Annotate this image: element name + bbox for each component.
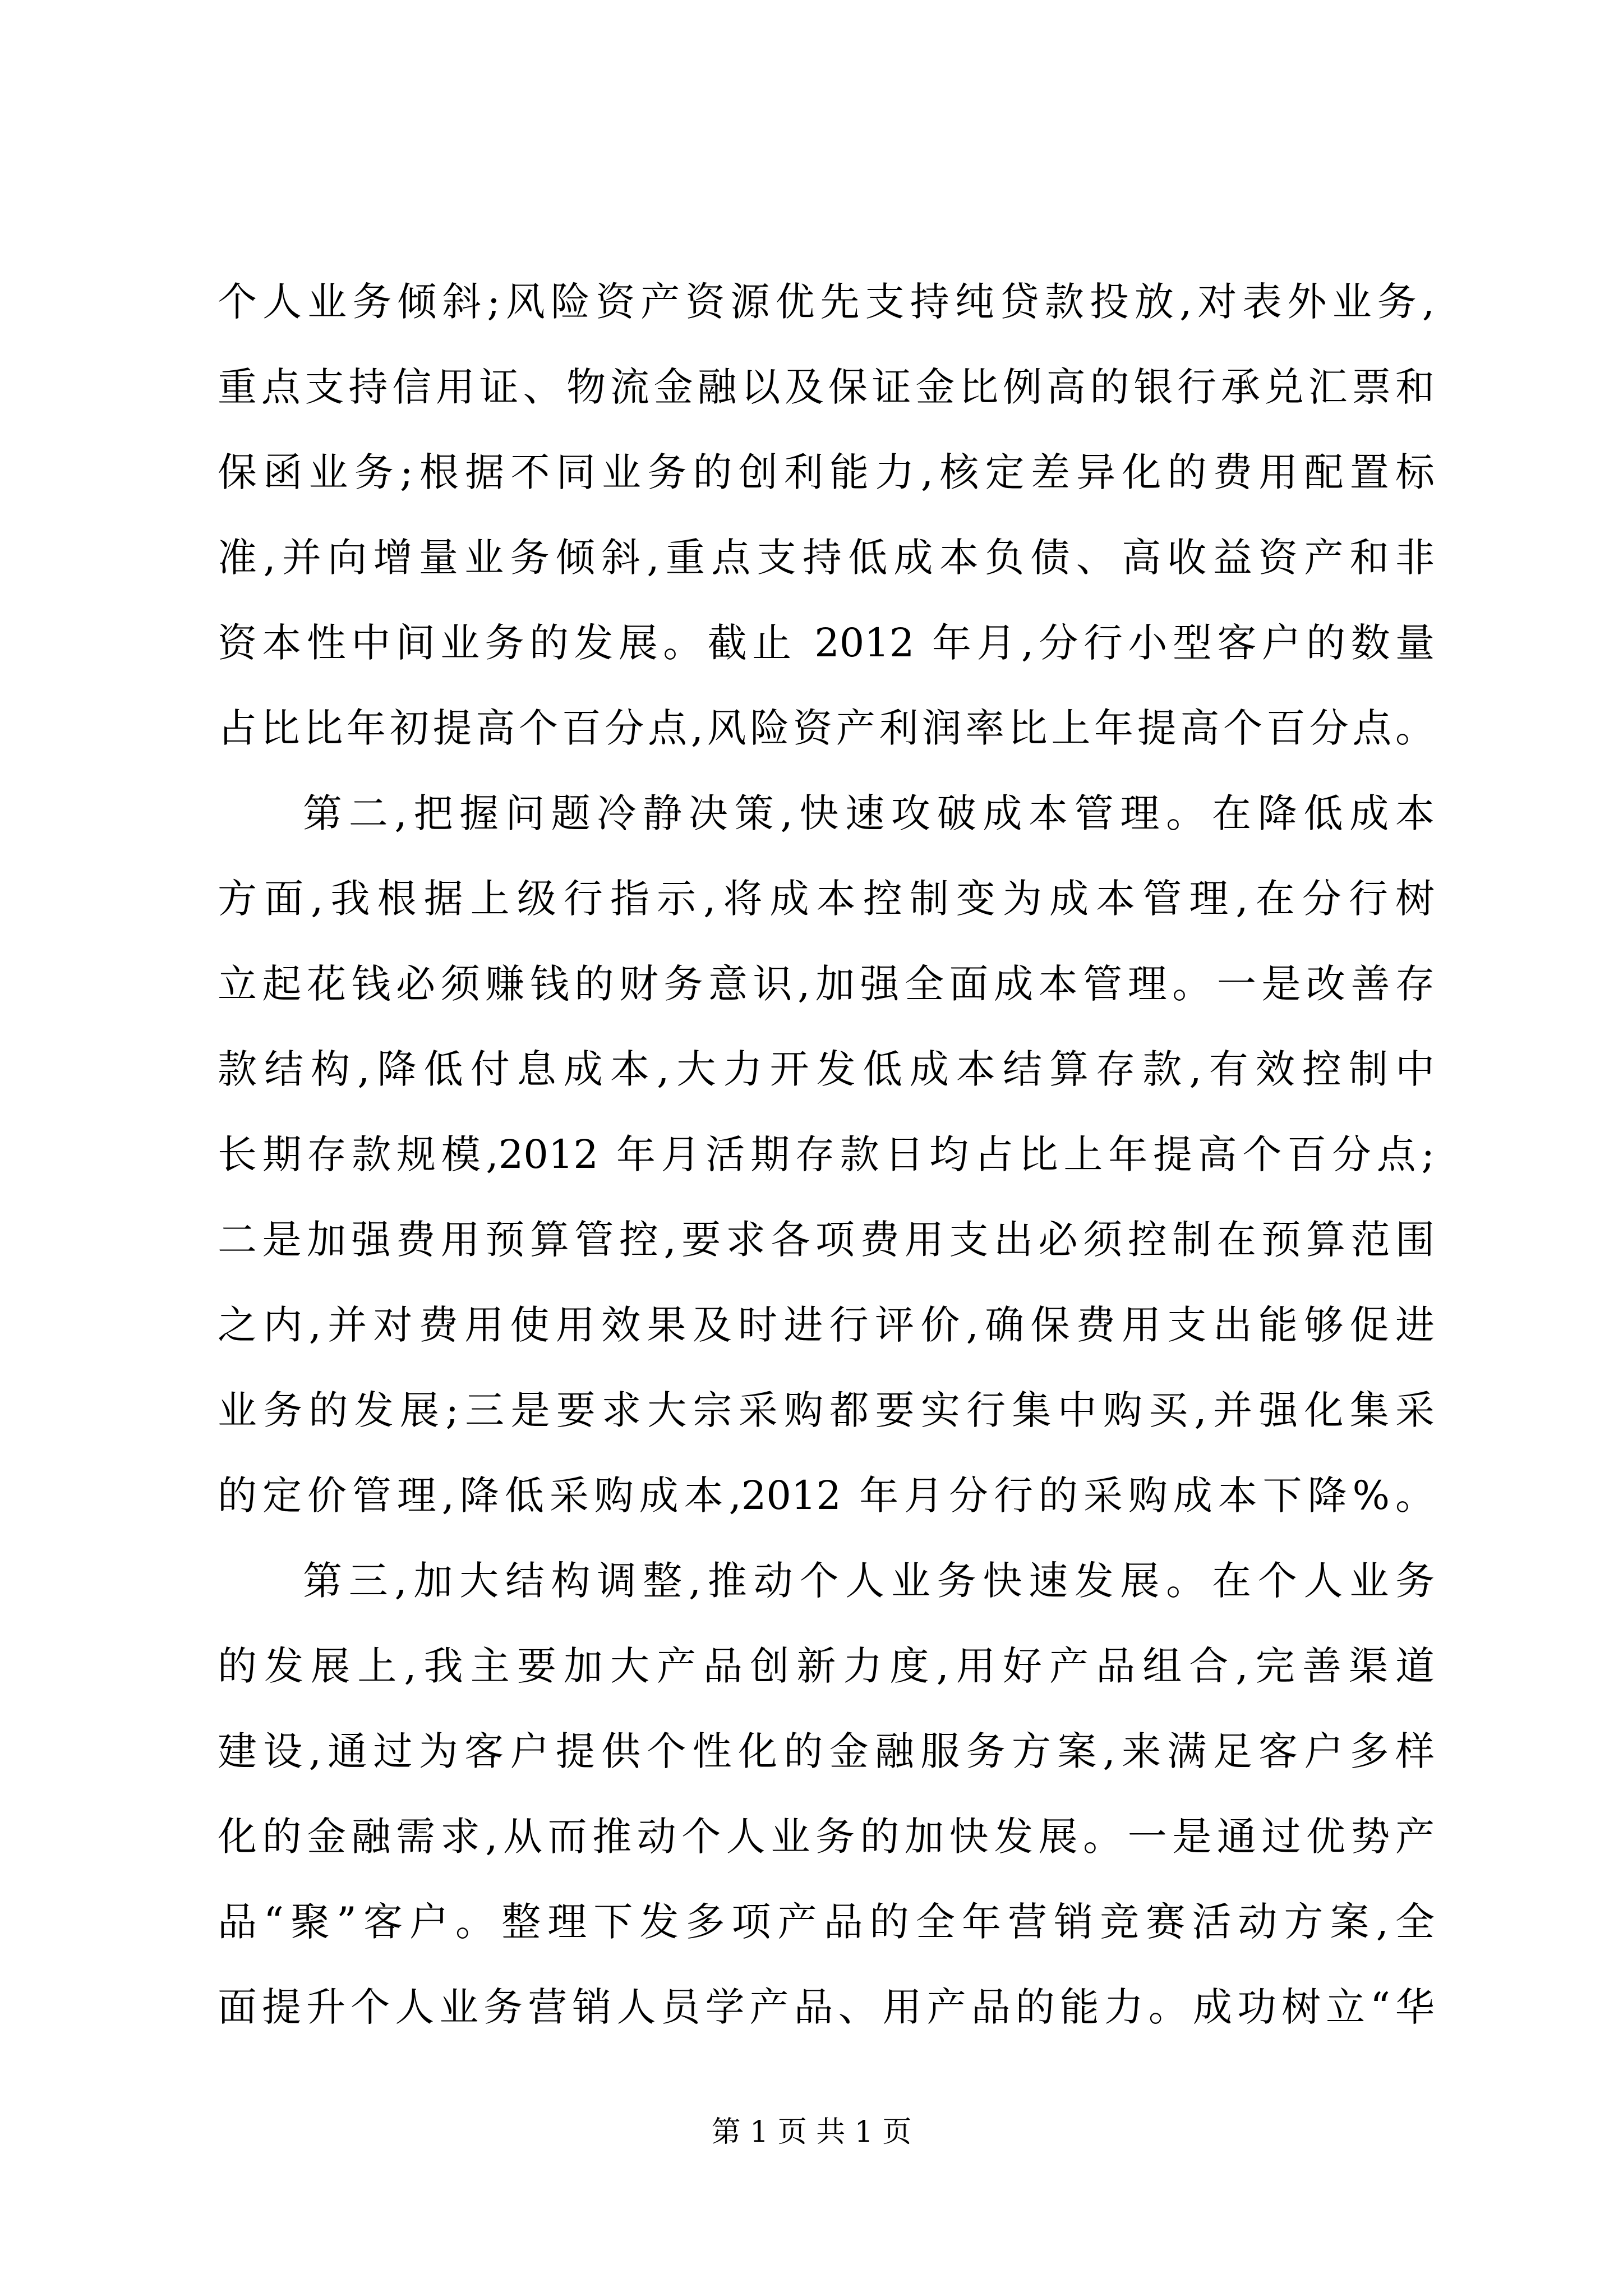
text-line: 之内,并对费用使用效果及时进行评价,确保费用支出能够促进 xyxy=(218,1302,1435,1348)
text-line: 资本性中间业务的发展。截止 2012 年月,分行小型客户的数量 xyxy=(218,620,1435,666)
text-line: 化的金融需求,从而推动个人业务的加快发展。一是通过优势产 xyxy=(218,1814,1435,1860)
text-line: 品“聚”客户。整理下发多项产品的全年营销竞赛活动方案,全 xyxy=(218,1899,1435,1945)
text-line: 的发展上,我主要加大产品创新力度,用好产品组合,完善渠道 xyxy=(218,1643,1435,1689)
text-line: 方面,我根据上级行指示,将成本控制变为成本管理,在分行树 xyxy=(218,876,1435,922)
text-line: 立起花钱必须赚钱的财务意识,加强全面成本管理。一是改善存 xyxy=(218,961,1435,1007)
text-line: 准,并向增量业务倾斜,重点支持低成本负债、高收益资产和非 xyxy=(218,535,1435,581)
text-line: 长期存款规模,2012 年月活期存款日均占比上年提高个百分点; xyxy=(218,1131,1435,1177)
text-line: 保函业务;根据不同业务的创利能力,核定差异化的费用配置标 xyxy=(218,449,1435,495)
text-line: 面提升个人业务营销人员学产品、用产品的能力。成功树立“华 xyxy=(218,1984,1435,2030)
text-line: 业务的发展;三是要求大宗采购都要实行集中购买,并强化集采 xyxy=(218,1387,1435,1433)
text-line: 个人业务倾斜;风险资产资源优先支持纯贷款投放,对表外业务, xyxy=(218,279,1435,325)
text-line: 二是加强费用预算管控,要求各项费用支出必须控制在预算范围 xyxy=(218,1217,1435,1263)
text-line: 占比比年初提高个百分点,风险资产利润率比上年提高个百分点。 xyxy=(218,705,1435,751)
text-line: 建设,通过为客户提供个性化的金融服务方案,来满足客户多样 xyxy=(218,1728,1435,1774)
page-number-footer: 第 1 页 共 1 页 xyxy=(711,2115,912,2149)
text-line: 重点支持信用证、物流金融以及保证金比例高的银行承兑汇票和 xyxy=(218,364,1435,410)
body-text xyxy=(218,259,1435,2050)
paragraph-start-line: 第二,把握问题冷静决策,快速攻破成本管理。在降低成本 xyxy=(303,790,1435,836)
paragraph-start-line: 第三,加大结构调整,推动个人业务快速发展。在个人业务 xyxy=(303,1558,1435,1604)
text-line: 的定价管理,降低采购成本,2012 年月分行的采购成本下降%。 xyxy=(218,1473,1435,1519)
text-line: 款结构,降低付息成本,大力开发低成本结算存款,有效控制中 xyxy=(218,1046,1435,1092)
